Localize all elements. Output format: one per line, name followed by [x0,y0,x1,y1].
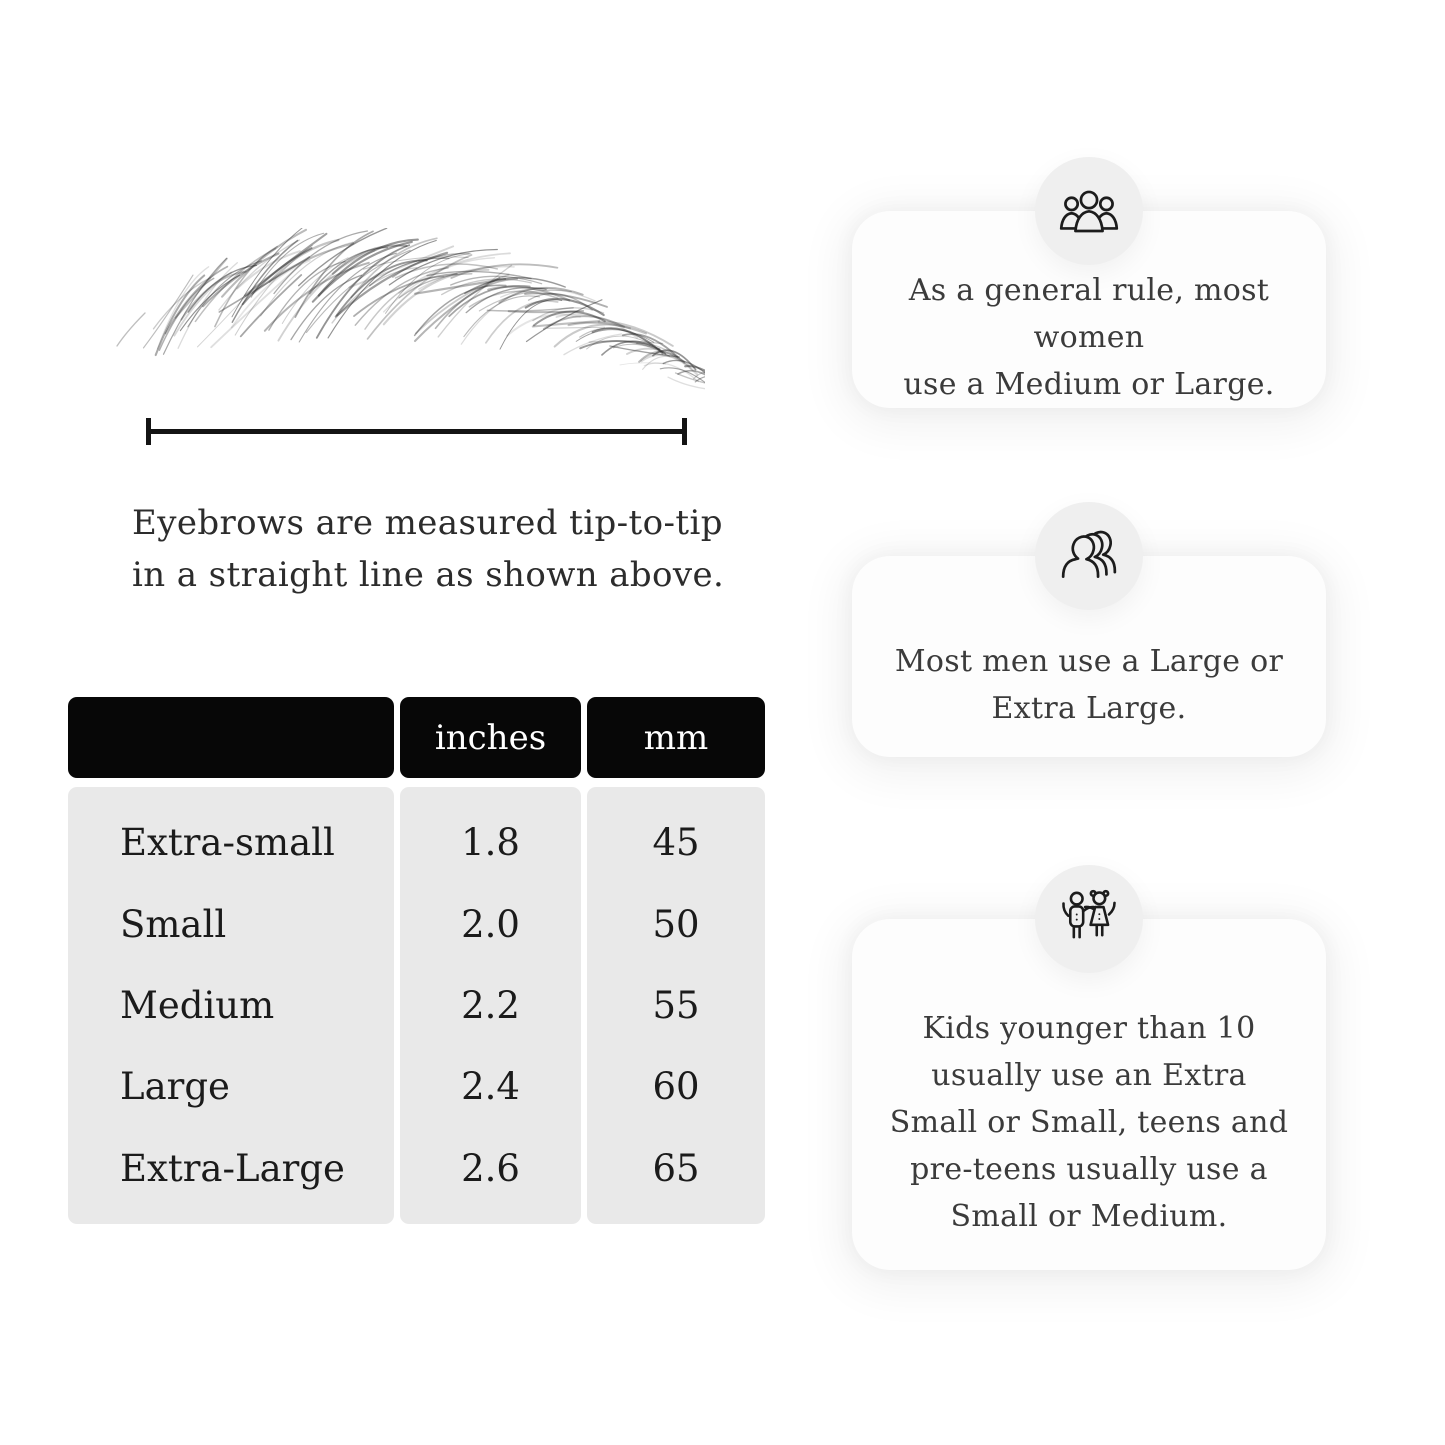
card-text-line: Small or Small, teens and [889,1105,1289,1140]
card-text [890,1005,1288,1240]
table-header-mm: mm [587,697,765,778]
table-cell-mm: 50 [652,902,700,946]
men-group-icon [1058,525,1120,587]
children-icon [1058,888,1120,950]
table-row-label: Medium [120,984,275,1028]
caption-line-2: in a straight line as shown above. [132,555,725,595]
table-cell-mm: 65 [652,1146,700,1190]
card-text-line: pre-teens usually use a [910,1152,1268,1187]
card-text [852,267,1326,408]
table-cell-inches: 2.0 [461,902,520,946]
card-text [895,638,1283,732]
measurement-caption [132,497,724,601]
info-card-men [852,556,1326,757]
table-cell-inches: 2.4 [461,1065,520,1109]
table-row-label: Extra-Large [120,1146,345,1190]
table-cell-mm: 45 [652,821,700,865]
table-cell-mm: 60 [652,1065,700,1109]
measurement-line [146,418,687,445]
card-text-line: Small or Medium. [950,1199,1228,1234]
card-text-line: use a Medium or Large. [903,367,1275,402]
card-text-line: usually use an Extra [931,1058,1247,1093]
table-column-mm [587,697,765,1224]
table-body-mm [587,787,765,1224]
caption-line-1: Eyebrows are measured tip-to-tip [132,503,723,543]
women-group-icon [1058,180,1120,242]
info-card-kids [852,919,1326,1270]
table-cell-inches: 2.2 [461,984,520,1028]
table-column-sizes [68,697,394,1224]
card-text-line: Most men use a Large or [894,643,1284,679]
card-text-line: Kids younger than 10 [922,1011,1256,1046]
icon-badge [1035,865,1143,973]
table-cell-inches: 1.8 [461,821,520,865]
table-row-label: Large [120,1065,230,1109]
eyebrow-illustration [115,228,705,416]
table-cell-mm: 55 [652,984,700,1028]
table-column-inches [400,697,581,1224]
icon-badge [1035,502,1143,610]
table-body-inches [400,787,581,1224]
icon-badge [1035,157,1143,265]
table-body-sizes [68,787,394,1224]
table-header-blank [68,697,394,778]
table-cell-inches: 2.6 [461,1146,520,1190]
table-row-label: Small [120,902,227,946]
table-header-inches: inches [400,697,581,778]
card-text-line: Extra Large. [991,690,1187,726]
info-card-women [852,211,1326,408]
card-text-line: As a general rule, most women [908,273,1270,355]
table-row-label: Extra-small [120,821,335,865]
